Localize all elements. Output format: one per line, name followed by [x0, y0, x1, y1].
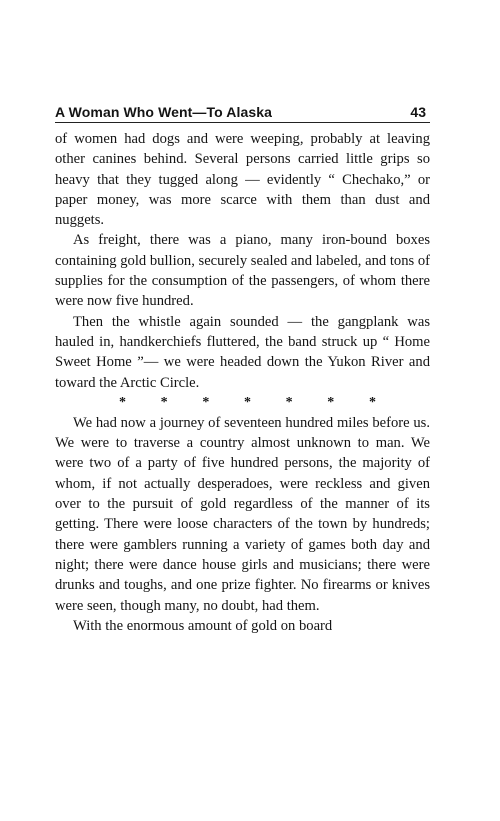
paragraph: As freight, there was a piano, many iron-bound boxes containing gold bullion, securely sealed and labeled, and tons of supplies for the consumption of the passengers, of whom there were now five hundred.: [55, 232, 430, 310]
page-number: 43: [410, 104, 426, 120]
page-header: [55, 98, 430, 123]
paragraph: We had now a journey of seventeen hundred miles before us. We were to traverse a country almost unknown to man. We were two of a party of five hundred persons, the majority of whom, if not actually desperadoes, were reckless and given over to the pursuit of gold regardless of the manner of its getting. There were loose characters of the town by hundreds; there were gamblers running a variety of games both day and night; there were dance house girls and musicians; there were drunks and toughs, and one prize fighter. No firearms or knives were seen, though many, no doubt, had them.: [55, 414, 430, 614]
book-page: [55, 98, 430, 636]
paragraph: Then the whistle again sounded — the gangplank was hauled in, handkerchiefs fluttered, the band struck up “ Home Sweet Home ”— we were headed down the Yukon River and toward the Arctic Circle.: [55, 313, 430, 391]
section-break-star: *: [368, 394, 376, 410]
section-break-star: *: [119, 394, 126, 410]
section-break-star: *: [285, 394, 293, 410]
body-text: [55, 129, 430, 636]
section-break: [55, 393, 430, 413]
section-break-star: *: [160, 394, 168, 410]
section-break-star: *: [243, 394, 251, 410]
section-break-star: *: [327, 394, 335, 410]
paragraph: With the enormous amount of gold on board: [73, 617, 333, 634]
paragraph: of women had dogs and were weeping, probably at leaving other canines behind. Several persons carried little grips so heavy that they tugged along — evidently “ Chechako,” or paper money, was more scarce with them than dust and nuggets.: [55, 131, 430, 229]
section-break-star: *: [202, 394, 210, 410]
running-title: A Woman Who Went—To Alaska: [55, 104, 273, 120]
